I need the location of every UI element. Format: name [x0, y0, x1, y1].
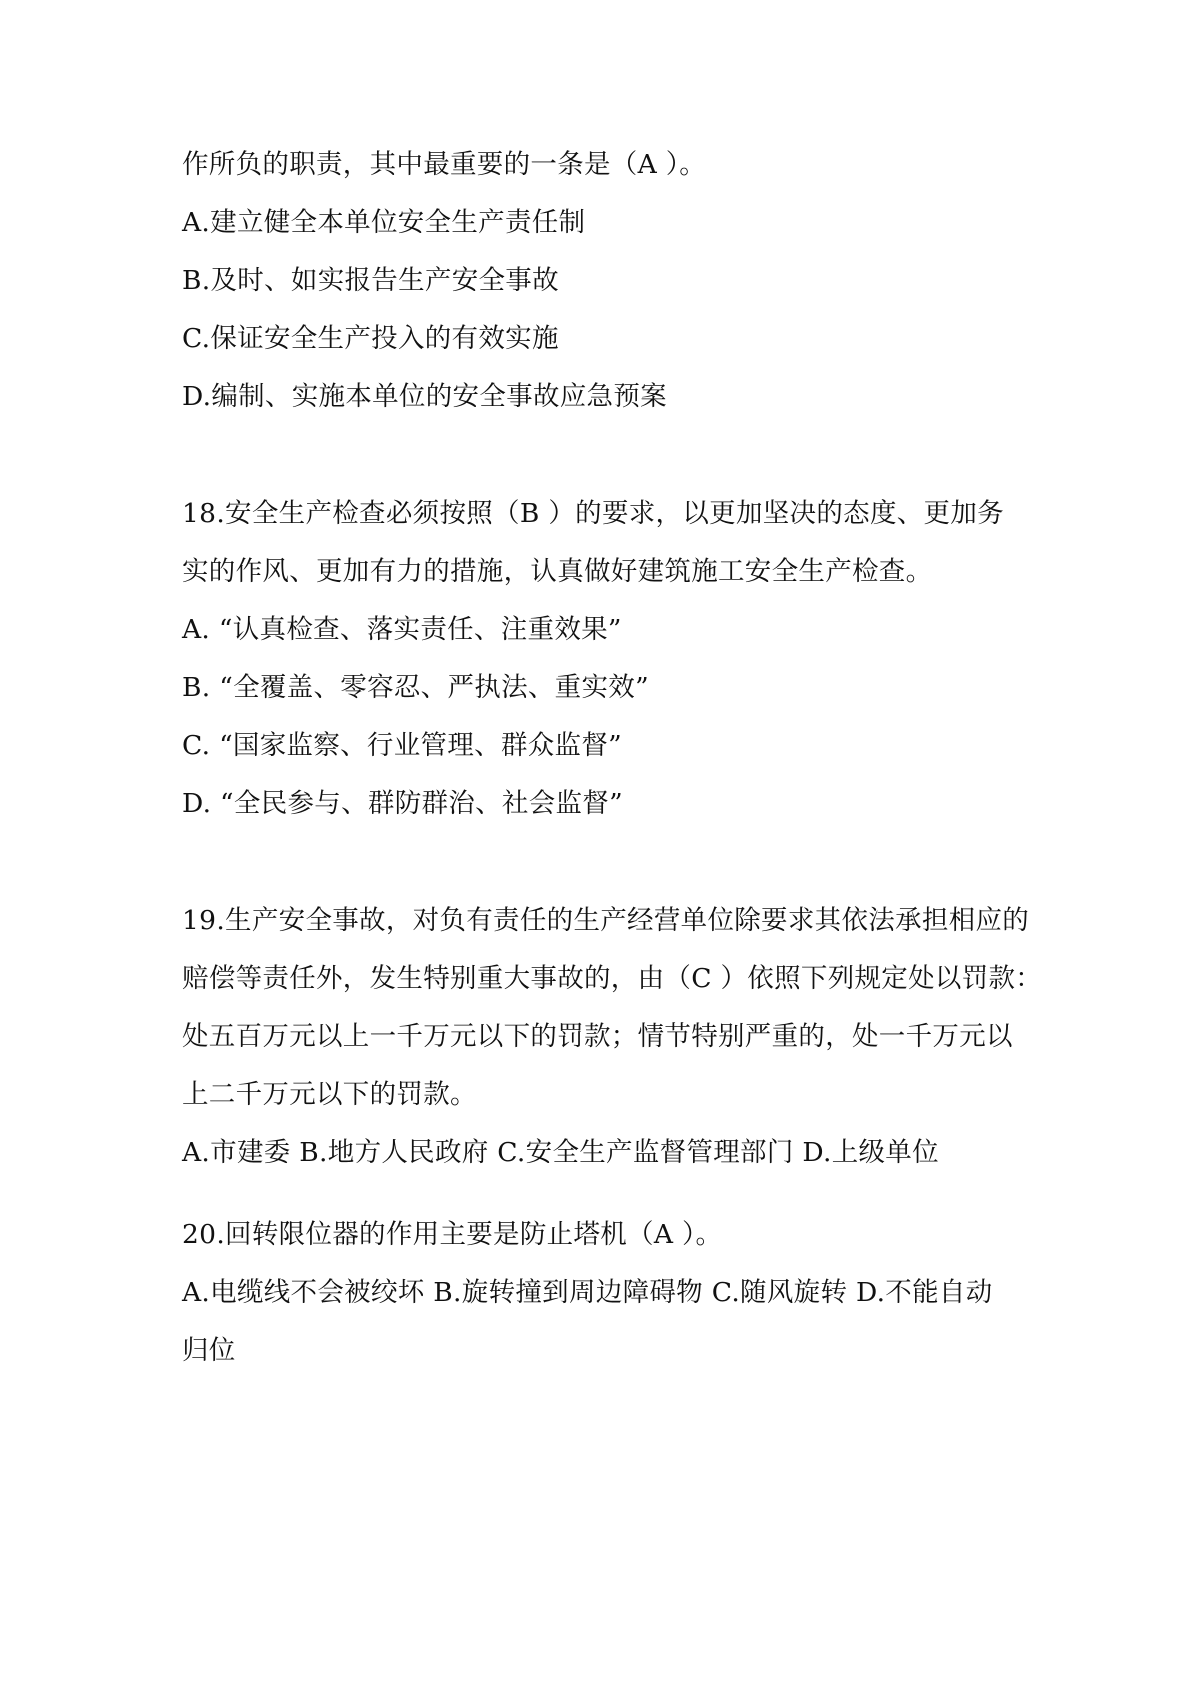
q19-stem-line-2: 赔偿等责任外，发生特别重大事故的，由（C ）依照下列规定处以罚款：	[182, 963, 1043, 994]
q19-options: A.市建委 B.地方人民政府 C.安全生产监督管理部门 D.上级单位	[182, 1137, 939, 1168]
q19-stem-line-4: 上二千万元以下的罚款。	[182, 1079, 477, 1110]
q17-option-b: B.及时、如实报告生产安全事故	[182, 265, 559, 296]
q20-options-line-2: 归位	[182, 1335, 236, 1366]
q18-option-c: C. “国家监察、行业管理、群众监督”	[182, 730, 622, 761]
q20-options-line-1: A.电缆线不会被绞坏 B.旋转撞到周边障碍物 C.随风旋转 D.不能自动	[182, 1277, 993, 1308]
q19-stem-line-3: 处五百万元以上一千万元以下的罚款；情节特别严重的，处一千万元以	[182, 1021, 1013, 1052]
q17-option-a: A.建立健全本单位安全生产责任制	[182, 207, 586, 238]
q19-stem-line-1: 19.生产安全事故，对负有责任的生产经营单位除要求其依法承担相应的	[182, 905, 1030, 936]
q20-stem: 20.回转限位器的作用主要是防止塔机（A ）。	[182, 1219, 723, 1250]
q18-option-a: A. “认真检查、落实责任、注重效果”	[182, 614, 622, 645]
q17-stem-tail: 作所负的职责，其中最重要的一条是（A ）。	[182, 149, 707, 180]
q17-option-c: C.保证安全生产投入的有效实施	[182, 323, 559, 354]
q18-stem-line-1: 18.安全生产检查必须按照（B ）的要求，以更加坚决的态度、更加务	[182, 498, 1004, 529]
q18-stem-line-2: 实的作风、更加有力的措施，认真做好建筑施工安全生产检查。	[182, 556, 933, 587]
q18-option-b: B. “全覆盖、零容忍、严执法、重实效”	[182, 672, 649, 703]
q17-option-d: D.编制、实施本单位的安全事故应急预案	[182, 381, 667, 412]
q18-option-d: D. “全民参与、群防群治、社会监督”	[182, 788, 623, 819]
